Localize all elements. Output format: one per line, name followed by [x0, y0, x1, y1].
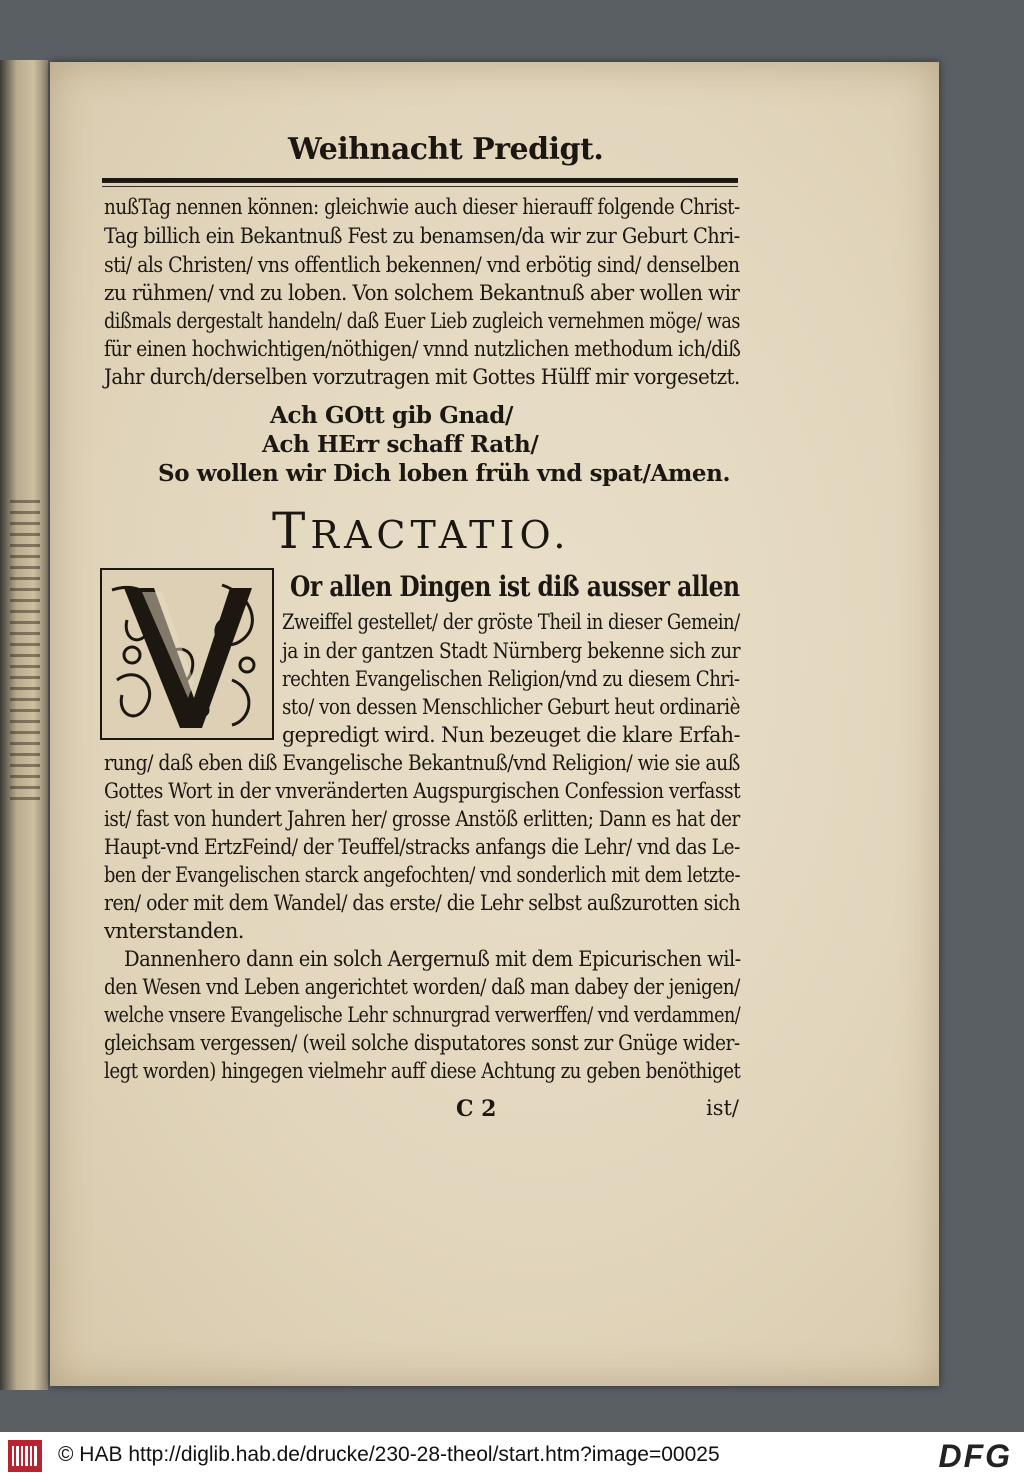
body-line: Jahr durch/derselben vorzutragen mit Gottes Hülff mir vorgesetzt. — [104, 365, 740, 389]
tractatio-line: welche vnsere Evangelische Lehr schnurgrad verwerffen/ vnd verdammen/ — [104, 1003, 741, 1027]
running-head: Weihnacht Predigt. — [288, 132, 604, 167]
tractatio-line: ist/ fast von hundert Jahren her/ grosse Anstöß erlitten; Dann es hat der — [104, 807, 740, 831]
tractatio-line: gepredigt wird. Nun bezeuget die klare Erfah- — [282, 723, 740, 747]
section-heading — [272, 502, 570, 560]
adjacent-page-edge — [0, 60, 48, 1390]
body-line: dißmals dergestalt handeln/ daß Euer Lieb zugleich vernehmen möge/ was — [104, 309, 740, 333]
ornament-icon — [102, 570, 272, 738]
verse-line: So wollen wir Dich loben früh vnd spat/Amen. — [158, 460, 731, 487]
tractatio-line: Dannenhero dann ein solch Aergernuß mit dem Epicurischen wil- — [124, 947, 741, 971]
tractatio-line: sto/ von dessen Menschlicher Geburt heut ordinariè — [282, 695, 740, 719]
tractatio-line: rechten Evangelischen Religion/vnd zu diesem Chri- — [282, 667, 740, 691]
signature-mark: C 2 — [456, 1096, 497, 1122]
source-url[interactable]: © HAB http://diglib.hab.de/drucke/230-28-theol/start.htm?image=00025 — [58, 1443, 720, 1466]
tractatio-line: legt worden) hingegen vielmehr auff diese Achtung zu geben benöthiget — [104, 1059, 741, 1083]
tractatio-line: Haupt-vnd ErtzFeind/ der Teuffel/stracks anfangs die Lehr/ vnd das Le- — [104, 835, 740, 859]
tractatio-line: rung/ daß eben diß Evangelische Bekantnuß/vnd Religion/ wie sie auß — [104, 751, 740, 775]
tractatio-line: ja in der gantzen Stadt Nürnberg bekenne sich zur — [282, 639, 741, 663]
tractatio-line: ben der Evangelischen starck angefochten/ vnd sonderlich mit dem letzte- — [104, 863, 740, 887]
library-barcode-icon — [8, 1440, 42, 1472]
body-line: für einen hochwichtigen/nöthigen/ vnnd nutzlichen methodum ich/diß — [104, 337, 741, 361]
footer-bar — [0, 1432, 1024, 1482]
heading-capital: T — [272, 502, 311, 560]
dfg-logo: DFG — [938, 1438, 1012, 1474]
tractatio-line: Or allen Dingen ist diß ausser allen — [290, 570, 740, 603]
tractatio-line: ren/ oder mit dem Wandel/ das erste/ die Lehr selbst außzurotten sich — [104, 891, 741, 915]
catchword: ist/ — [706, 1096, 740, 1120]
body-line: zu rühmen/ vnd zu loben. Von solchem Bekantnuß aber wollen wir — [104, 281, 740, 305]
tractatio-line: vnterstanden. — [104, 919, 244, 943]
tractatio-line: den Wesen vnd Leben angerichtet worden/ daß man dabey der jenigen/ — [104, 975, 740, 999]
decorated-initial-v — [100, 568, 274, 740]
verse-line: Ach HErr schaff Rath/ — [262, 431, 539, 458]
body-line: nußTag nennen können: gleichwie auch dieser hierauff folgende Christ- — [104, 195, 740, 219]
tractatio-line: gleichsam vergessen/ (weil solche disputatores sonst zur Gnüge wider- — [104, 1031, 740, 1055]
body-line: sti/ als Christen/ vns offentlich bekennen/ vnd erbötig sind/ denselben — [104, 253, 740, 277]
verse-line: Ach GOtt gib Gnad/ — [270, 402, 513, 429]
header-rule — [102, 178, 738, 183]
body-line: Tag billich ein Bekantnuß Fest zu benamsen/da wir zur Geburt Chri- — [104, 224, 740, 248]
heading-rest: RACTATIO. — [310, 513, 571, 557]
tractatio-line: Gottes Wort in der vnveränderten Augspurgischen Confession verfasst — [104, 779, 741, 803]
tractatio-line: Zweiffel gestellet/ der gröste Theil in dieser Gemein/ — [282, 610, 740, 634]
